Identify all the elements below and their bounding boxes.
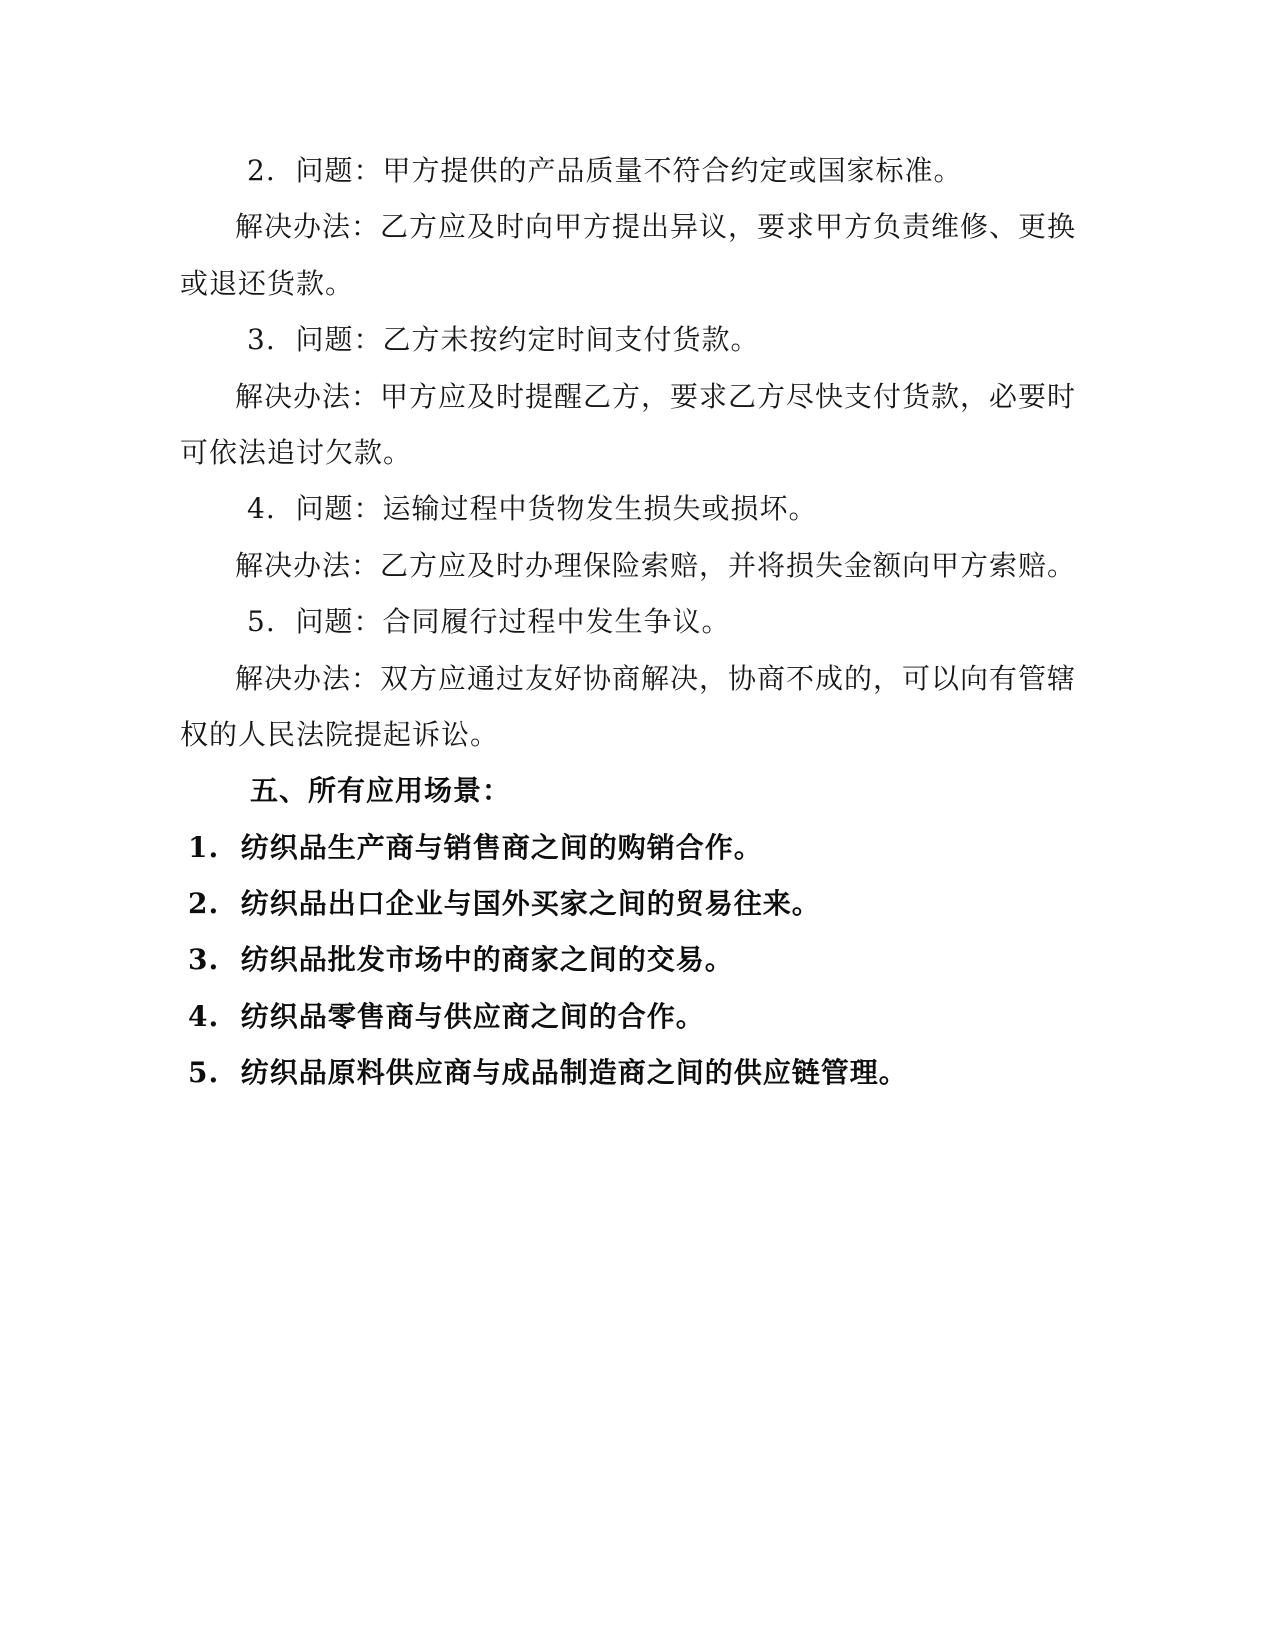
text-line: 解决办法：双方应通过友好协商解决，协商不成的，可以向有管辖 — [235, 661, 1077, 695]
text-line: 5. 纺织品原料供应商与成品制造商之间的供应链管理。 — [188, 1056, 908, 1090]
text-line: 2. 纺织品出口企业与国外买家之间的贸易往来。 — [188, 887, 821, 921]
text-line: 3. 纺织品批发市场中的商家之间的交易。 — [188, 943, 734, 977]
text-line: 解决办法：乙方应及时办理保险索赔，并将损失金额向甲方索赔。 — [235, 548, 1077, 582]
text-line: 五、所有应用场景： — [250, 774, 512, 808]
text-line: 解决办法：乙方应及时向甲方提出异议，要求甲方负责维修、更换 — [235, 210, 1077, 244]
text-line: 1. 纺织品生产商与销售商之间的购销合作。 — [188, 830, 763, 864]
text-line: 4. 纺织品零售商与供应商之间的合作。 — [188, 999, 705, 1033]
text-line: 2. 问题：甲方提供的产品质量不符合约定或国家标准。 — [247, 154, 963, 187]
text-line: 5. 问题：合同履行过程中发生争议。 — [247, 605, 731, 639]
text-line: 可依法追讨欠款。 — [180, 435, 413, 469]
text-line: 权的人民法院提起诉讼。 — [180, 717, 500, 751]
text-line: 解决办法：甲方应及时提醒乙方，要求乙方尽快支付货款，必要时 — [235, 379, 1077, 413]
text-line: 或退还货款。 — [180, 266, 355, 300]
text-line: 4. 问题：运输过程中货物发生损失或损坏。 — [247, 492, 818, 526]
text-line: 3. 问题：乙方未按约定时间支付货款。 — [247, 323, 760, 357]
document-text-block — [180, 143, 1085, 1102]
